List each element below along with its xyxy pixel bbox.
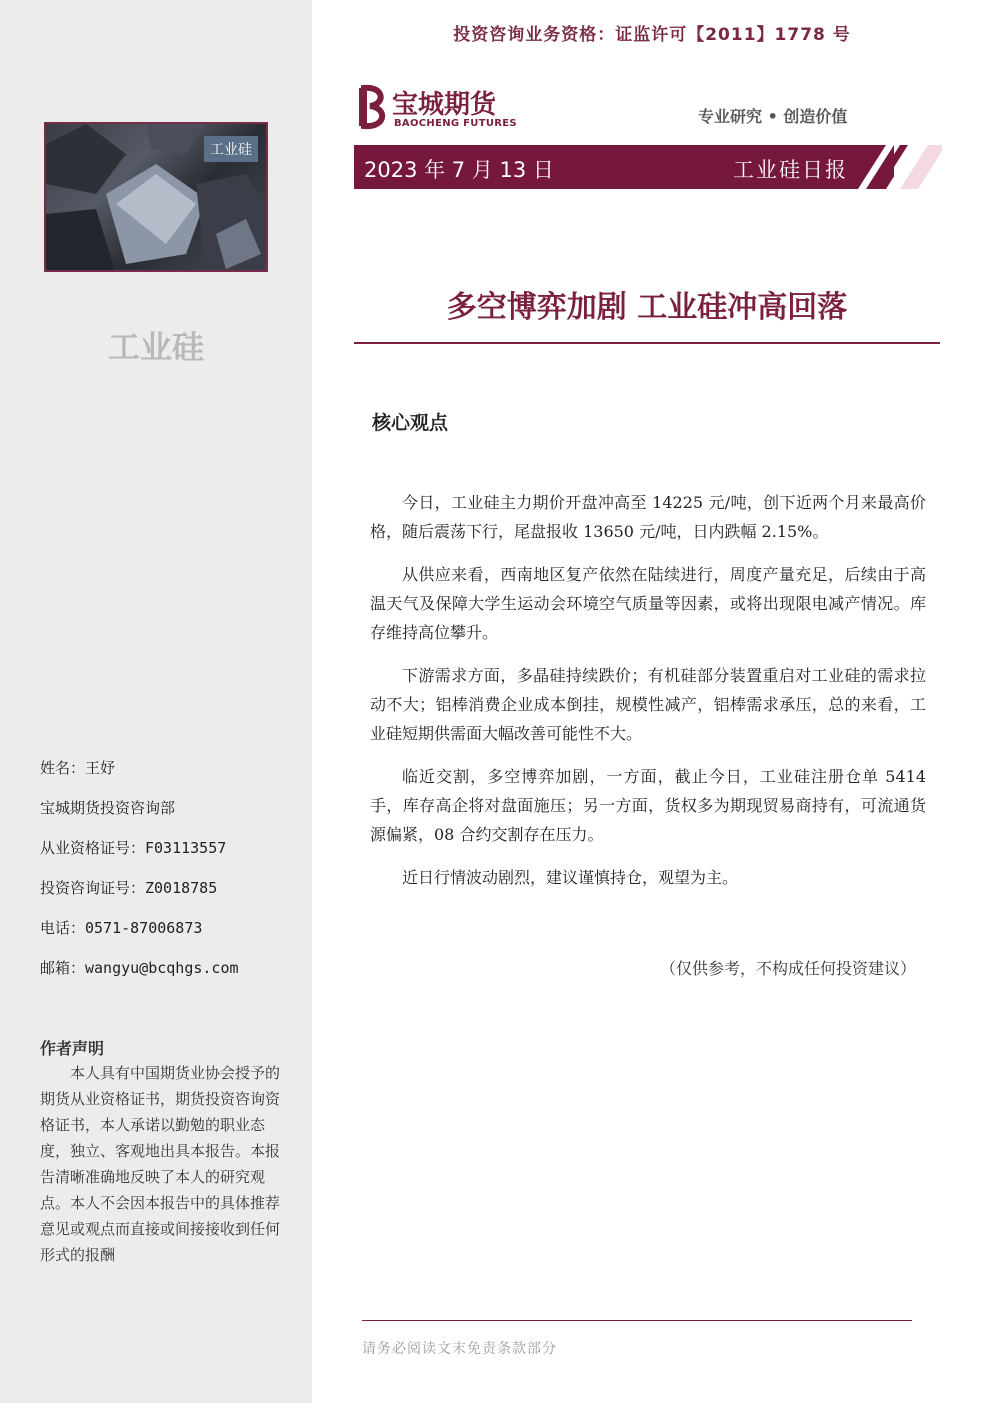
logo-mark-icon (356, 84, 390, 130)
headline-divider (354, 342, 940, 344)
date-bar (354, 145, 894, 189)
report-date: 2023 年 7 月 13 日 (364, 158, 554, 182)
author-qualification: 从业资格证号：F03113557 (40, 839, 227, 857)
author-name: 姓名：王妤 (40, 759, 116, 777)
author-advisory-license: 投资咨询证号：Z0018785 (40, 879, 218, 897)
product-image (44, 122, 268, 272)
footer-divider (362, 1320, 912, 1321)
company-logo (356, 84, 536, 134)
headline: 多空博弈加剧 工业硅冲高回落 (446, 290, 848, 325)
slogan: 专业研究 • 创造价值 (698, 107, 848, 126)
disclaimer: （仅供参考，不构成任何投资建议） (659, 959, 916, 978)
author-info (40, 756, 300, 996)
decorative-stripes (858, 145, 942, 189)
product-name: 工业硅 (107, 328, 204, 366)
image-tag: 工业硅 (204, 136, 258, 162)
license-line: 投资咨询业务资格：证监许可【2011】1778 号 (453, 25, 851, 45)
paragraph-demand: 下游需求方面，多晶硅持续跌价；有机硅部分装置重启对工业硅的需求拉动不大；铝棒消费企业成本倒挂，规模性减产，铝棒需求承压，总的来看，工业硅短期供需面大幅改善可能性不大。 (370, 666, 926, 743)
paragraph-advice: 近日行情波动剧烈，建议谨慎持仓，观望为主。 (402, 868, 739, 887)
paragraph-supply: 从供应来看，西南地区复产依然在陆续进行，周度产量充足，后续由于高温天气及保障大学生运动会环境空气质量等因素，或将出现限电减产情况。库存维持高位攀升。 (370, 565, 926, 642)
report-content (370, 488, 926, 906)
author-email: 邮箱：wangyu@bcqhgs.com (40, 959, 239, 977)
declaration-title: 作者声明 (40, 1039, 105, 1058)
declaration-body: 本人具有中国期货业协会授予的期货从业资格证书，期货投资咨询资格证书，本人承诺以勤勉的职业态度，独立、客观地出具本报告。本报告清晰准确地反映了本人的研究观点。本人不会因本报告中的具体推荐意见或观点而直接或间接接收到任何形式的报酬 (40, 1064, 281, 1264)
logo-english: BAOCHENG FUTURES (394, 118, 517, 129)
author-department: 宝城期货投资咨询部 (40, 799, 176, 817)
section-title: 核心观点 (372, 412, 449, 434)
logo-chinese: 宝城期货 (392, 90, 497, 120)
sidebar (0, 0, 312, 1403)
paragraph-price: 今日，工业硅主力期价开盘冲高至 14225 元/吨，创下近两个月来最高价格，随后震荡下行，尾盘报收 13650 元/吨，日内跌幅 2.15%。 (370, 493, 926, 541)
report-type: 工业硅日报 (733, 158, 848, 182)
author-phone: 电话：0571-87006873 (40, 919, 203, 937)
paragraph-delivery: 临近交割，多空博弈加剧，一方面，截止今日，工业硅注册仓单 5414 手，库存高企将对盘面施压；另一方面，货权多为期现贸易商持有，可流通货源偏紧，08 合约交割存在压力。 (370, 767, 926, 844)
footer-note: 请务必阅读文末免责条款部分 (362, 1341, 557, 1357)
